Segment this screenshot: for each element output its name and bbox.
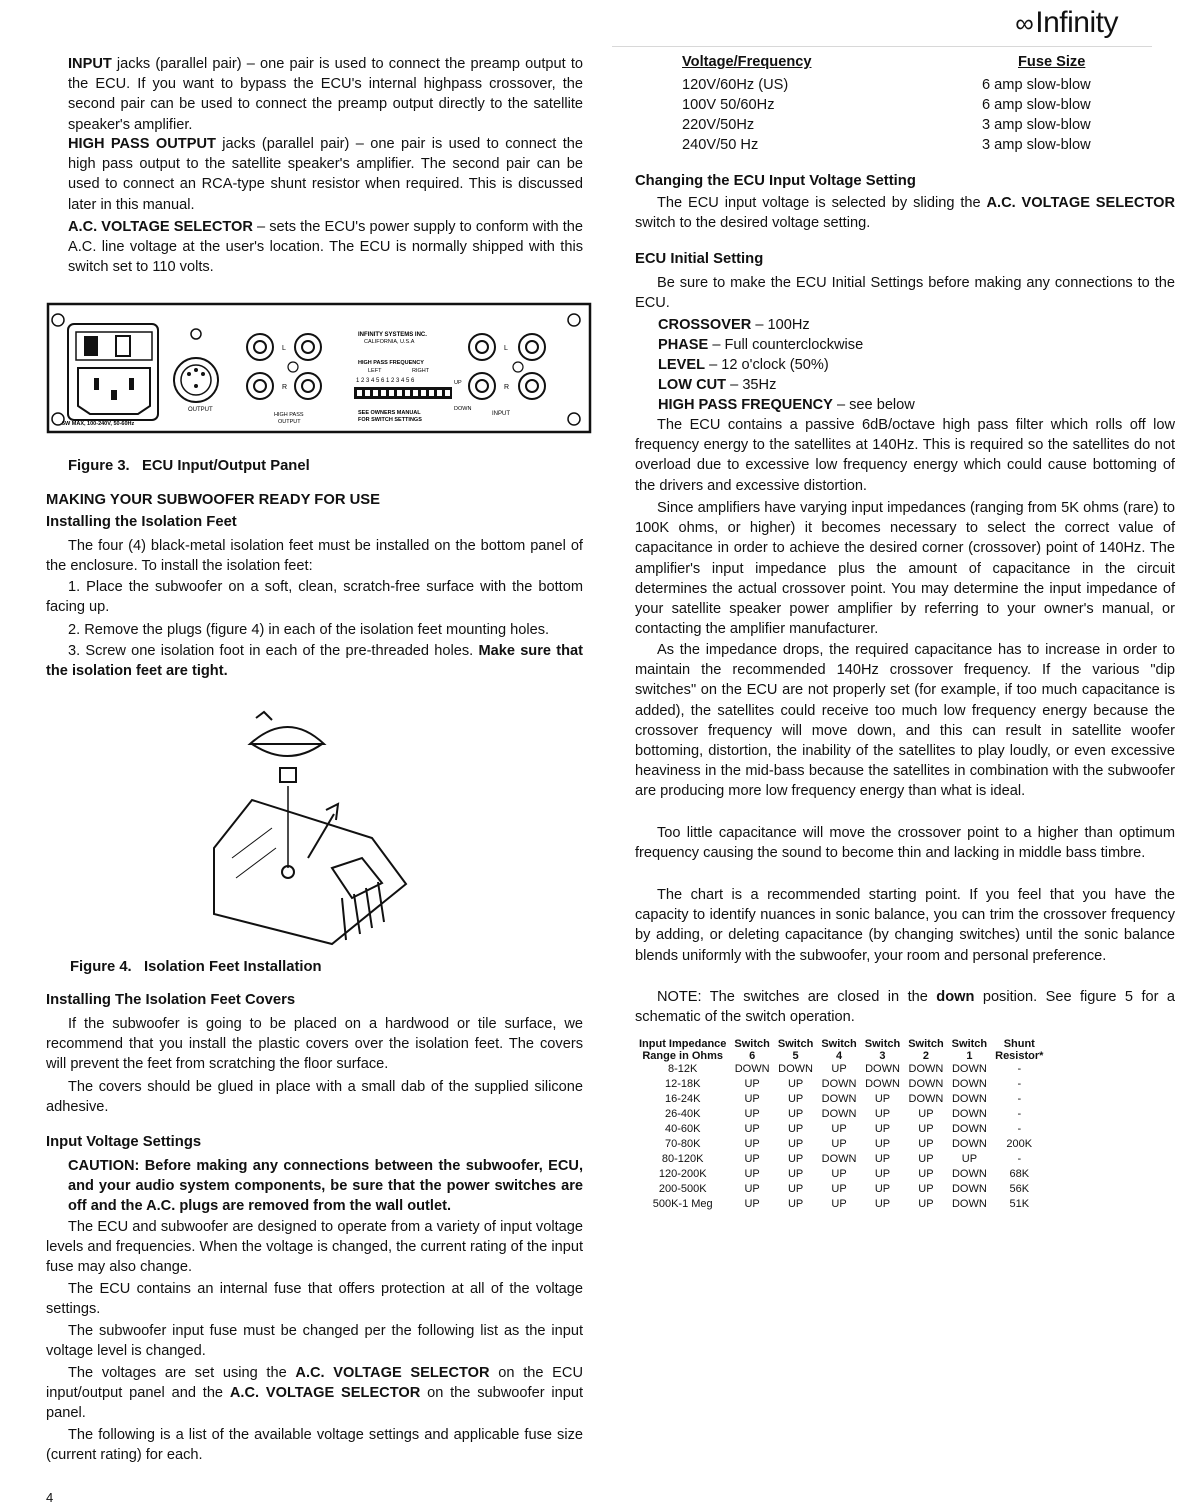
infinity-logo	[1015, 6, 1118, 40]
table-header: Switch	[951, 1038, 988, 1050]
table-header: Switch	[821, 1038, 857, 1050]
table-header: Switch	[734, 1038, 770, 1050]
covers-heading: Installing The Isolation Feet Covers	[46, 992, 296, 1008]
svg-text:OUTPUT: OUTPUT	[188, 407, 213, 413]
table-cell: -	[1017, 1123, 1022, 1135]
table-cell: UP	[918, 1123, 934, 1135]
setting-key: LEVEL	[658, 357, 706, 373]
table-cell: DOWN	[951, 1138, 987, 1150]
table-cell: 16-24K	[664, 1093, 701, 1105]
feet-step-3: 3. Screw one isolation foot in each of the pre-threaded holes. Make sure that the isolation feet are tight.	[46, 643, 583, 680]
table-cell: UP	[918, 1138, 934, 1150]
table-header: Shunt	[1003, 1038, 1035, 1050]
table-cell: UP	[744, 1078, 760, 1090]
caution-paragraph: CAUTION: Before making any connections between the subwoofer, ECU, and your audio system components, be sure that the power switches are off and the A.C. plugs are removed from the wall outlet.	[68, 1158, 583, 1215]
table-cell: UP	[831, 1168, 847, 1180]
fuse-value: 6 amp slow-blow	[982, 77, 1091, 93]
table-cell: DOWN	[951, 1108, 987, 1120]
svg-text:L: L	[282, 345, 286, 352]
covers-paragraph-2: The covers should be glued in place with a small dab of the supplied silicone adhesive.	[46, 1079, 583, 1116]
table-cell: UP	[787, 1108, 804, 1120]
changing-voltage-heading: Changing the ECU Input Voltage Setting	[635, 173, 916, 189]
figure-3-caption: Figure 3. ECU Input/Output Panel	[68, 458, 310, 474]
isolation-foot-figure	[212, 708, 408, 952]
voltage-value: 220V/50Hz	[682, 117, 755, 133]
table-row	[635, 1122, 1047, 1137]
fuse-value: 3 amp slow-blow	[982, 137, 1091, 153]
input-voltage-paragraph-2: The ECU contains an internal fuse that offers protection at all of the voltage settings.	[46, 1281, 583, 1318]
table-cell: DOWN	[951, 1198, 987, 1210]
right-paragraph-3: As the impedance drops, the required capacitance has to increase in order to maintain the recommended 140Hz crossover frequency. If the various "dip switches" on the ECU are not properly set (for example, if too much capacitance is added), the satellites could receive too much low frequency energy because the crossover frequency will move down, and this can result in satellite woofer bottoming, distortion, the inability of the satellites to play loudly, or even excessive heaviness in the mid-bass because the satellites in combination with the subwoofer are producing more low frequency energy than what is ideal.	[635, 642, 1175, 800]
table-row	[635, 1062, 1047, 1077]
table-cell: UP	[918, 1108, 934, 1120]
table-cell: UP	[961, 1153, 978, 1165]
table-cell: DOWN	[865, 1063, 900, 1075]
header-rule	[612, 46, 1152, 47]
table-cell: DOWN	[734, 1063, 770, 1075]
svg-text:R: R	[504, 384, 510, 391]
table-cell: DOWN	[821, 1093, 857, 1105]
table-cell: UP	[744, 1093, 760, 1105]
installing-feet-heading: Installing the Isolation Feet	[46, 514, 237, 530]
table-cell: UP	[744, 1198, 760, 1210]
table-header: 4	[835, 1050, 843, 1062]
page-number: 4	[46, 1490, 54, 1505]
table-cell: UP	[744, 1138, 760, 1150]
table-cell: 120-200K	[658, 1168, 707, 1180]
table-cell: UP	[787, 1078, 804, 1090]
table-cell: 12-18K	[664, 1078, 701, 1090]
switch-settings-table	[635, 1038, 1047, 1212]
table-cell: DOWN	[821, 1078, 857, 1090]
svg-text:CALIFORNIA, U.S.A: CALIFORNIA, U.S.A	[364, 339, 415, 345]
right-paragraph-2: Since amplifiers have varying input impedances (ranging from 5K ohms (rare) to 100K ohms, or higher) it becomes necessary to select the correct value of capacitance in order to achieve the desired corner (crossover) point of 140Hz. The amplifier's input impedance plus the amount of capacitance in the circuit determines the actual crossover point. You may determine the input impedance of your satellite speaker power amplifier by referring to your owner's manual, or contacting the amplifier manufacturer.	[635, 500, 1175, 638]
svg-text:HIGH PASS FREQUENCY: HIGH PASS FREQUENCY	[358, 360, 424, 366]
table-row	[635, 1167, 1047, 1182]
brand-name: Infinity	[1035, 6, 1118, 39]
table-cell: DOWN	[821, 1108, 857, 1120]
table-cell: UP	[744, 1183, 760, 1195]
input-voltage-paragraph-5: The following is a list of the available voltage settings and applicable fuse size (current rating) for each.	[46, 1427, 583, 1464]
table-cell: 40-60K	[664, 1123, 701, 1135]
setting-value: – 35Hz	[726, 377, 777, 393]
svg-text:INFINITY SYSTEMS INC.: INFINITY SYSTEMS INC.	[358, 332, 427, 338]
table-cell: UP	[787, 1093, 804, 1105]
voltage-selector-paragraph: A.C. VOLTAGE SELECTOR – sets the ECU's power supply to conform with the A.C. line voltage at the user's location. The ECU is normally shipped with this switch set to 110 volts.	[68, 219, 584, 276]
voltage-value: 240V/50 Hz	[682, 137, 759, 153]
table-cell: DOWN	[908, 1093, 944, 1105]
table-cell: UP	[831, 1138, 847, 1150]
svg-text:HIGH PASS: HIGH PASS	[274, 412, 304, 418]
table-cell: UP	[744, 1168, 760, 1180]
initial-setting-heading: ECU Initial Setting	[635, 251, 764, 267]
table-cell: -	[1017, 1108, 1022, 1120]
setting-key: CROSSOVER	[658, 317, 752, 333]
setting-value: – 100Hz	[751, 317, 810, 333]
table-header: 5	[792, 1050, 799, 1062]
svg-text:OUTPUT: OUTPUT	[278, 419, 301, 425]
setting-item	[658, 315, 1158, 335]
table-row	[635, 1182, 1047, 1197]
table-cell: DOWN	[951, 1123, 987, 1135]
making-ready-heading: MAKING YOUR SUBWOOFER READY FOR USE	[46, 492, 381, 508]
table-cell: 200-500K	[658, 1183, 707, 1195]
table-cell: UP	[831, 1198, 847, 1210]
svg-text:INPUT: INPUT	[492, 411, 510, 417]
table-cell: UP	[874, 1183, 891, 1195]
table-cell: DOWN	[778, 1063, 813, 1075]
feet-step-1: 1. Place the subwoofer on a soft, clean, scratch-free surface with the bottom facing up.	[46, 579, 583, 616]
table-row	[635, 1077, 1047, 1092]
input-voltage-paragraph-4: The voltages are set using the A.C. VOLTAGE SELECTOR on the ECU input/output panel and the A.C. VOLTAGE SELECTOR on the subwoofer input panel.	[46, 1365, 584, 1422]
table-cell: UP	[918, 1153, 934, 1165]
setting-key: LOW CUT	[658, 377, 727, 393]
infinity-symbol-icon: ∞	[1015, 8, 1034, 38]
table-cell: UP	[787, 1168, 804, 1180]
svg-text:R: R	[282, 384, 288, 391]
right-paragraph-1: The ECU contains a passive 6dB/octave high pass filter which rolls off low frequency energy to the satellites at 140Hz. This is required so the satellites do not overload due to excessive low frequency energy which could cause bottoming of the drivers and excessive distortion.	[635, 417, 1175, 494]
table-cell: UP	[874, 1093, 891, 1105]
power-inlet-icon	[68, 324, 158, 420]
table-header: 3	[879, 1050, 886, 1062]
table-cell: UP	[744, 1153, 760, 1165]
initial-setting-paragraph: Be sure to make the ECU Initial Settings before making any connections to the ECU.	[635, 275, 1175, 312]
table-cell: UP	[831, 1063, 847, 1075]
table-cell: DOWN	[951, 1063, 987, 1075]
high-pass-output-paragraph: HIGH PASS OUTPUT jacks (parallel pair) – one pair is used to connect the high pass output to the satellite speaker's amplifier. The second pair can be used to connect an RCA-type shunt resistor when required. This is discussed later in this manual.	[68, 136, 584, 213]
table-cell: DOWN	[908, 1063, 944, 1075]
table-cell: -	[1017, 1063, 1022, 1075]
table-cell: 8-12K	[668, 1063, 698, 1075]
table-cell: DOWN	[865, 1078, 900, 1090]
table-header: Switch	[864, 1038, 901, 1050]
table-header: Switch	[908, 1038, 944, 1050]
table-cell: UP	[744, 1123, 760, 1135]
covers-paragraph-1: If the subwoofer is going to be placed on a hardwood or tile surface, we recommend that you install the plastic covers over the isolation feet. The covers will prevent the feet from scratching the floor surface.	[46, 1016, 583, 1073]
svg-text:DOWN: DOWN	[454, 406, 472, 412]
fuse-value: 6 amp slow-blow	[982, 97, 1091, 113]
feet-intro: The four (4) black-metal isolation feet must be installed on the bottom panel of the enclosure. To install the isolation feet:	[46, 538, 583, 575]
setting-value: – see below	[832, 397, 915, 413]
voltage-value: 120V/60Hz (US)	[682, 77, 789, 93]
setting-value: – 12 o'clock (50%)	[705, 357, 829, 373]
setting-key: PHASE	[658, 337, 709, 353]
table-cell: DOWN	[821, 1153, 857, 1165]
table-cell: UP	[744, 1108, 760, 1120]
ecu-panel-figure	[46, 302, 594, 436]
input-voltage-heading: Input Voltage Settings	[46, 1134, 202, 1150]
input-voltage-paragraph-3: The subwoofer input fuse must be changed per the following list as the input voltage level is changed.	[46, 1323, 583, 1360]
table-cell: 200K	[1006, 1138, 1033, 1150]
table-row	[635, 1137, 1047, 1152]
table-cell: UP	[874, 1153, 891, 1165]
table-cell: UP	[918, 1168, 934, 1180]
table-cell: UP	[787, 1198, 804, 1210]
screw-icon	[568, 314, 580, 326]
table-cell: UP	[787, 1183, 804, 1195]
table-row	[635, 1092, 1047, 1107]
table-cell: UP	[874, 1108, 891, 1120]
fuse-size-header: Fuse Size	[1018, 54, 1086, 70]
svg-text:FOR SWITCH SETTINGS: FOR SWITCH SETTINGS	[358, 417, 422, 423]
table-cell: UP	[918, 1198, 934, 1210]
right-paragraph-5: The chart is a recommended starting point. If you feel that you have the capacity to identify nuances in sonic balance, you can trim the crossover frequency by adding, or deleting capacitance (by changing switches) until the sonic balance blends uniformly with the subwoofer, your room and personal preference.	[635, 887, 1175, 964]
input-voltage-paragraph-1: The ECU and subwoofer are designed to operate from a variety of input voltage levels and frequencies. When the voltage is changed, the current rating of the input fuse may also change.	[46, 1219, 583, 1276]
svg-text:SEE OWNERS MANUAL: SEE OWNERS MANUAL	[358, 410, 421, 416]
table-cell: UP	[874, 1123, 891, 1135]
table-cell: DOWN	[908, 1078, 944, 1090]
svg-text:1 2 3 4 5 6 1 2 3 4 5 6: 1 2 3 4 5 6 1 2 3 4 5 6	[356, 378, 415, 384]
setting-key: HIGH PASS FREQUENCY	[658, 397, 833, 413]
table-cell: UP	[874, 1168, 891, 1180]
setting-item	[658, 355, 1158, 375]
setting-item	[658, 335, 1158, 355]
screw-icon	[568, 413, 580, 425]
table-cell: UP	[831, 1183, 847, 1195]
table-cell: -	[1017, 1078, 1022, 1090]
table-cell: DOWN	[951, 1078, 987, 1090]
svg-text:UP: UP	[454, 380, 462, 386]
table-cell: -	[1017, 1093, 1022, 1105]
table-header: 2	[922, 1050, 929, 1062]
voltage-value: 100V 50/60Hz	[682, 97, 775, 113]
table-row	[635, 1197, 1047, 1212]
table-cell: UP	[787, 1123, 804, 1135]
table-header: 1	[966, 1050, 973, 1062]
setting-item	[658, 395, 1158, 415]
table-header: 6	[749, 1050, 756, 1062]
din-output-icon	[174, 329, 218, 402]
table-header: Resistor*	[995, 1050, 1044, 1062]
table-cell: 51K	[1009, 1198, 1030, 1210]
feet-step-2: 2. Remove the plugs (figure 4) in each of the isolation feet mounting holes.	[68, 622, 550, 638]
voltage-frequency-header: Voltage/Frequency	[682, 54, 812, 70]
table-header: Switch	[777, 1038, 814, 1050]
table-cell: 70-80K	[664, 1138, 701, 1150]
svg-text:5W MAX, 100-240V, 50-60Hz: 5W MAX, 100-240V, 50-60Hz	[62, 421, 135, 427]
table-cell: 68K	[1009, 1168, 1030, 1180]
screw-icon	[52, 314, 64, 326]
table-header: Range in Ohms	[642, 1050, 724, 1062]
svg-text:LEFT: LEFT	[368, 368, 382, 374]
setting-item	[658, 375, 1158, 395]
table-cell: 56K	[1009, 1183, 1030, 1195]
table-row	[635, 1107, 1047, 1122]
right-paragraph-4: Too little capacitance will move the crossover point to a higher than optimum frequency causing the sound to become thin and lacking in middle bass timbre.	[635, 825, 1175, 862]
table-cell: UP	[831, 1123, 847, 1135]
table-cell: UP	[787, 1153, 804, 1165]
input-jacks-paragraph: INPUT jacks (parallel pair) – one pair is used to connect the preamp output to the ECU. If you want to bypass the ECU's internal highpass crossover, the second pair can be used to connect the preamp output directly to the satellite speaker's amplifier.	[68, 56, 583, 133]
table-cell: DOWN	[951, 1093, 987, 1105]
svg-text:L: L	[504, 345, 508, 352]
note-paragraph: NOTE: The switches are closed in the down position. See figure 5 for a schematic of the switch operation.	[635, 989, 1176, 1026]
table-cell: -	[1017, 1153, 1022, 1165]
table-cell: 500K-1 Meg	[652, 1198, 713, 1210]
table-cell: UP	[787, 1138, 804, 1150]
table-cell: 26-40K	[664, 1108, 701, 1120]
table-cell: DOWN	[951, 1168, 987, 1180]
dip-switch-bank-icon	[354, 387, 452, 399]
changing-voltage-paragraph: The ECU input voltage is selected by sliding the A.C. VOLTAGE SELECTOR switch to the desired voltage setting.	[635, 195, 1176, 232]
table-cell: 80-120K	[661, 1153, 704, 1165]
table-cell: UP	[874, 1138, 891, 1150]
table-cell: UP	[874, 1198, 891, 1210]
table-header: Input Impedance	[639, 1038, 727, 1050]
setting-value: – Full counterclockwise	[708, 337, 864, 353]
svg-text:RIGHT: RIGHT	[412, 368, 430, 374]
table-cell: UP	[918, 1183, 934, 1195]
fuse-value: 3 amp slow-blow	[982, 117, 1091, 133]
table-row	[635, 1152, 1047, 1167]
figure-4-caption: Figure 4. Isolation Feet Installation	[70, 959, 322, 975]
table-cell: DOWN	[951, 1183, 987, 1195]
